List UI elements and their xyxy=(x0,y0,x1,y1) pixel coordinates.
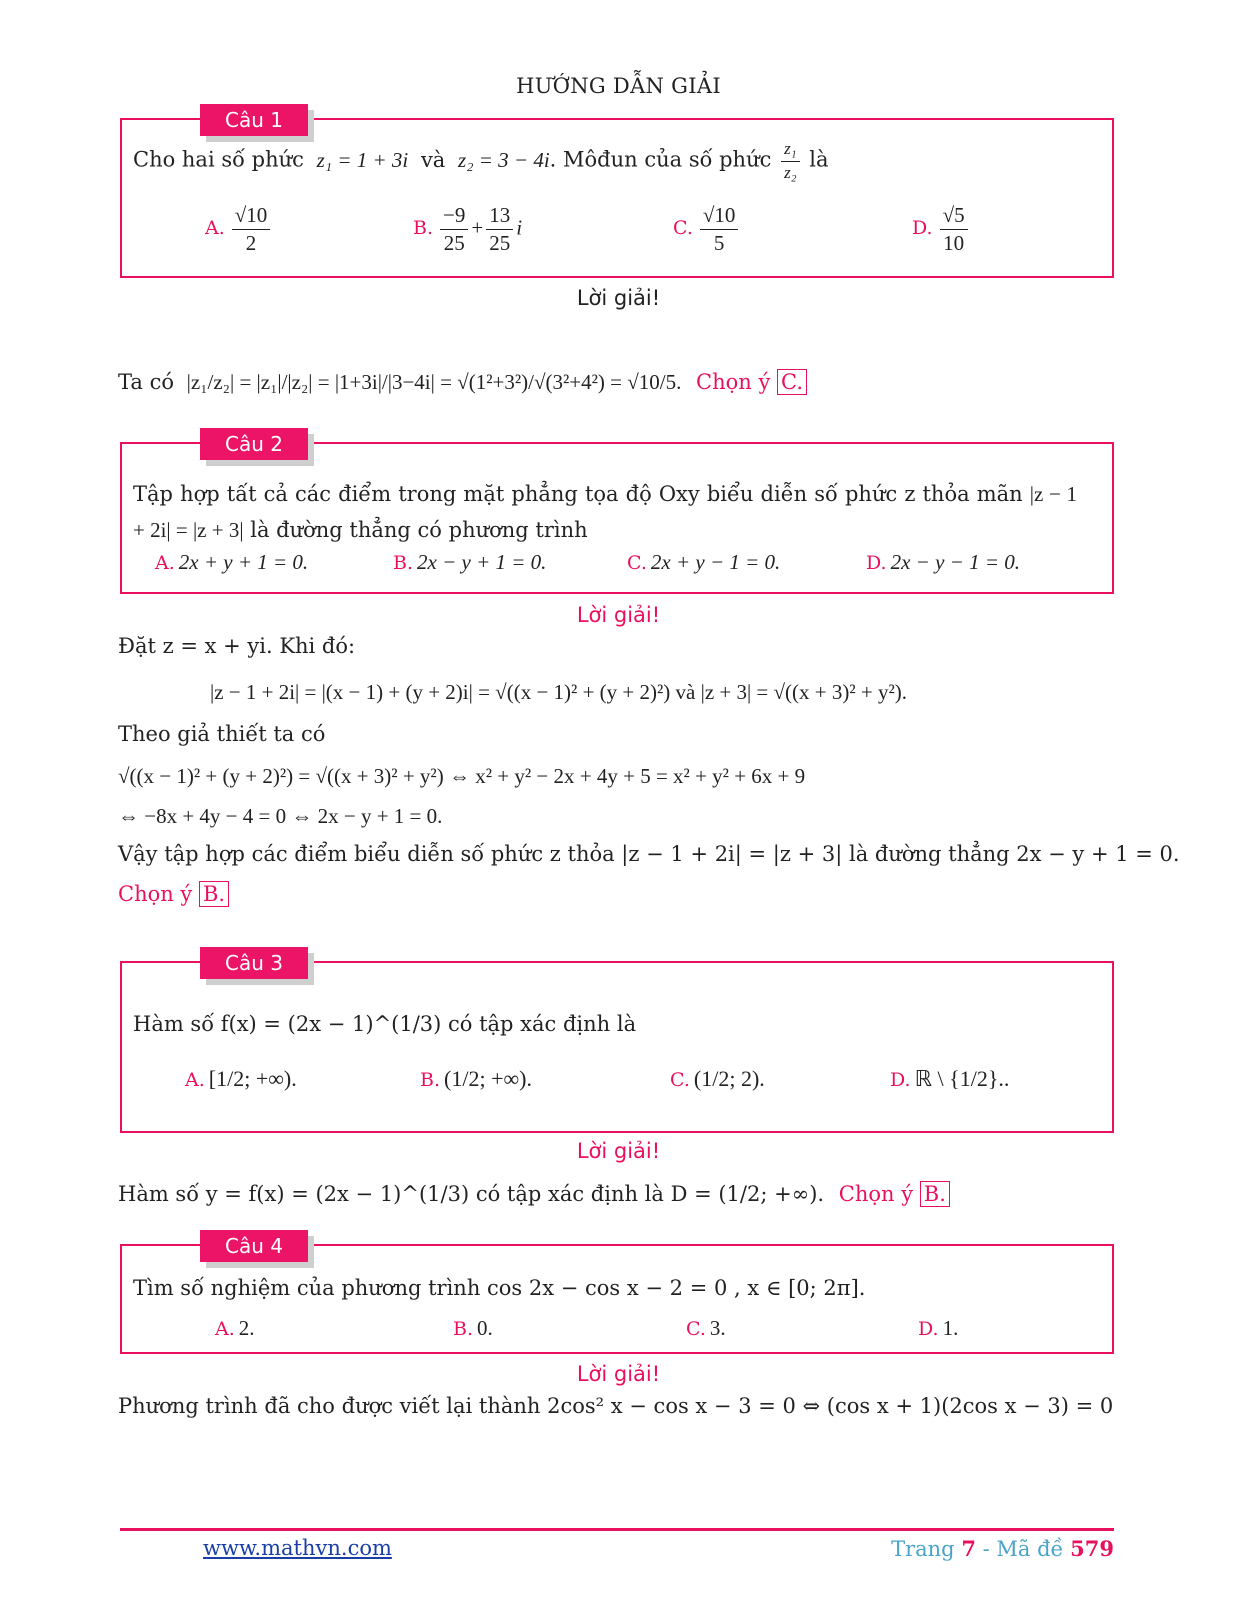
q1-option-a[interactable]: A. $\frac{√10}{2}$ xyxy=(205,204,273,255)
question-3-tag: Câu 3 xyxy=(200,947,308,979)
q2-solution-line-4: √((x − 1)² + (y + 2)²) = √((x + 3)² + y²) ⇔ x² + y² − 2x + 4y + 5 = x² + y² + 6x + 9 xyxy=(118,764,806,788)
q3-option-a[interactable]: A. [1/2; +∞). xyxy=(185,1066,297,1091)
footer-link[interactable]: www.mathvn.com xyxy=(203,1536,392,1560)
question-2-text: Tập hợp tất cả các điểm trong mặt phẳng tọa độ Oxy biểu diễn số phức z thỏa mãn |z − 1 + 2i| = |z + 3| là đường thẳng có phương trình xyxy=(133,482,1077,542)
question-3-text: Hàm số f(x) = (2x − 1)^(1/3) có tập xác định là xyxy=(133,1012,637,1036)
question-4-tag: Câu 4 xyxy=(200,1230,308,1262)
q3-solution: Hàm số y = f(x) = (2x − 1)^(1/3) có tập xác định là D = (1/2; +∞). Chọn ý B. xyxy=(118,1182,950,1206)
footer-divider xyxy=(120,1528,1114,1531)
question-2-tag: Câu 2 xyxy=(200,428,308,460)
q3-option-b[interactable]: B. (1/2; +∞). xyxy=(420,1066,532,1091)
q2-solution-line-5: ⇔ −8x + 4y − 4 = 0 ⇔ 2x − y + 1 = 0. xyxy=(118,804,443,828)
question-4-text: Tìm số nghiệm của phương trình cos 2x − cos x − 2 = 0 , x ∈ [0; 2π]. xyxy=(133,1276,866,1300)
q2-option-b[interactable]: B. 2x − y + 1 = 0. xyxy=(393,550,547,574)
q1-solution-title: Lời giải! xyxy=(576,286,661,310)
q3-option-d[interactable]: D. ℝ \ {1/2}.. xyxy=(890,1066,1010,1091)
q1-option-d[interactable]: D. $\frac{√5}{10}$ xyxy=(912,204,971,255)
question-1-text: Cho hai số phức z₁ = 1 + 3i và z₂ = 3 − 4i. Môđun của số phức $\frac{\text{z₁}}{\text{z₂}}$ là xyxy=(133,139,829,182)
q3-option-c[interactable]: C. (1/2; 2). xyxy=(670,1066,765,1091)
q4-option-c[interactable]: C. 3. xyxy=(686,1316,726,1340)
q2-choose: Chọn ý B. xyxy=(118,882,229,906)
page-title: HƯỚNG DẪN GIẢI xyxy=(516,74,721,98)
q4-option-a[interactable]: A. 2. xyxy=(215,1316,255,1340)
footer-page-info: Trang 7 - Mã đề 579 xyxy=(891,1536,1114,1561)
q1-solution: Ta có |z₁/z₂| = |z₁|/|z₂| = |1+3i|/|3−4i| = √(1²+3²)/√(3²+4²) = √10/5. Chọn ý C. xyxy=(118,370,807,395)
question-3-box xyxy=(120,961,1114,1133)
question-1-tag: Câu 1 xyxy=(200,104,308,136)
q2-solution-line-2: |z − 1 + 2i| = |(x − 1) + (y + 2)i| = √((x − 1)² + (y + 2)²) và |z + 3| = √((x + 3)² + y²). xyxy=(210,680,908,704)
q2-solution-line-6: Vậy tập hợp các điểm biểu diễn số phức z thỏa |z − 1 + 2i| = |z + 3| là đường thẳng 2x − y + 1 = 0. xyxy=(118,842,1180,866)
q4-solution: Phương trình đã cho được viết lại thành 2cos² x − cos x − 3 = 0 ⇔ (cos x + 1)(2cos x − 3) = 0 xyxy=(118,1394,1114,1418)
q4-solution-title: Lời giải! xyxy=(576,1362,661,1386)
q2-solution-line-3: Theo giả thiết ta có xyxy=(118,722,326,746)
q2-option-a[interactable]: A. 2x + y + 1 = 0. xyxy=(155,550,309,574)
q2-solution-line-1: Đặt z = x + yi. Khi đó: xyxy=(118,634,356,658)
q4-option-d[interactable]: D. 1. xyxy=(918,1316,959,1340)
q1-option-c[interactable]: C. $\frac{√10}{5}$ xyxy=(673,204,741,255)
q1-option-b[interactable]: B. $\frac{-9}{25}$ + $\frac{13}{25}$ i xyxy=(413,203,523,256)
q3-solution-title: Lời giải! xyxy=(576,1139,661,1163)
q2-solution-title: Lời giải! xyxy=(576,603,661,627)
q2-option-d[interactable]: D. 2x − y − 1 = 0. xyxy=(866,550,1021,574)
q2-option-c[interactable]: C. 2x + y − 1 = 0. xyxy=(627,550,781,574)
q4-option-b[interactable]: B. 0. xyxy=(453,1316,493,1340)
